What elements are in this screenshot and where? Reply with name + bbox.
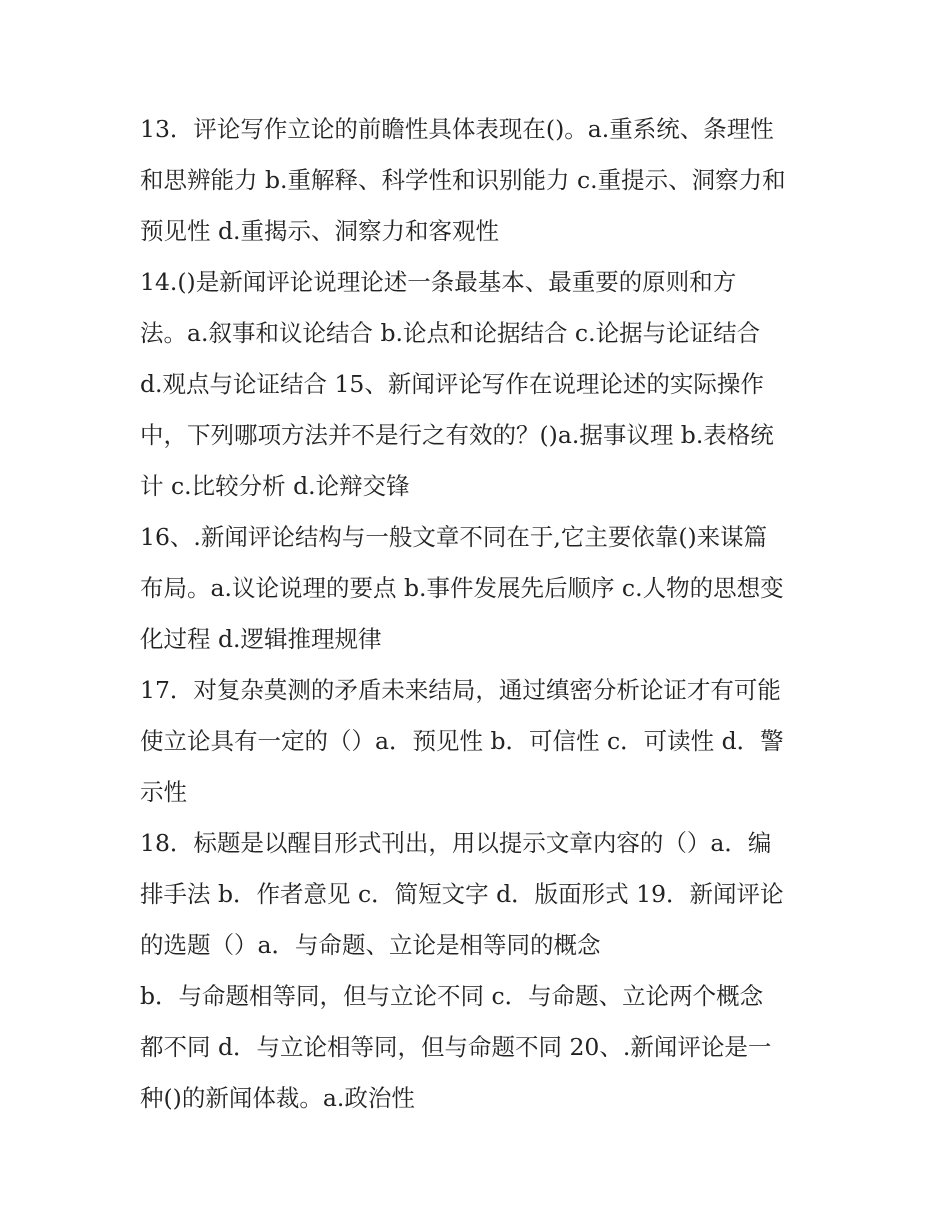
text-line: 预见性 d.重揭示、洞察力和客观性 bbox=[140, 217, 499, 245]
text-line: 14.()是新闻评论说理论述一条最基本、最重要的原则和方 bbox=[140, 268, 737, 296]
paragraph-q16 bbox=[140, 512, 810, 665]
text-line: 16、.新闻评论结构与一般文章不同在于,它主要依靠()来谋篇 bbox=[140, 523, 768, 551]
text-line: 13．评论写作立论的前瞻性具体表现在()。a.重系统、条理性 bbox=[140, 115, 774, 143]
paragraph-q13 bbox=[140, 104, 810, 257]
paragraph-q17 bbox=[140, 665, 810, 818]
text-line: 都不同 d．与立论相等同，但与命题不同 20、.新闻评论是一 bbox=[140, 1033, 772, 1061]
text-line: 17．对复杂莫测的矛盾未来结局，通过缜密分析论证才有可能 bbox=[140, 676, 781, 704]
text-line: 18．标题是以醒目形式刊出，用以提示文章内容的（）a．编 bbox=[140, 829, 772, 857]
paragraph-q19b bbox=[140, 971, 810, 1124]
text-line: 和思辨能力 b.重解释、科学性和识别能力 c.重提示、洞察力和 bbox=[140, 166, 786, 194]
text-line: 法。a.叙事和议论结合 b.论点和论据结合 c.论据与论证结合 bbox=[140, 319, 761, 347]
text-line: 中，下列哪项方法并不是行之有效的？()a.据事议理 b.表格统 bbox=[140, 421, 774, 449]
paragraph-q14 bbox=[140, 257, 810, 512]
text-line: 排手法 b．作者意见 c．简短文字 d．版面形式 19．新闻评论 bbox=[140, 880, 784, 908]
document-body bbox=[140, 104, 810, 1124]
text-line: b．与命题相等同，但与立论不同 c．与命题、立论两个概念 bbox=[140, 982, 764, 1010]
text-line: 示性 bbox=[140, 778, 187, 806]
text-line: 化过程 d.逻辑推理规律 bbox=[140, 625, 382, 653]
text-line: 种()的新闻体裁。a.政治性 bbox=[140, 1084, 415, 1112]
text-line: 布局。a.议论说理的要点 b.事件发展先后顺序 c.人物的思想变 bbox=[140, 574, 784, 602]
text-line: 的选题（）a．与命题、立论是相等同的概念 bbox=[140, 931, 601, 959]
text-line: 计 c.比较分析 d.论辩交锋 bbox=[140, 472, 410, 500]
paragraph-q18 bbox=[140, 818, 810, 971]
text-line: d.观点与论证结合 15、新闻评论写作在说理论述的实际操作 bbox=[140, 370, 764, 398]
text-line: 使立论具有一定的（）a．预见性 b．可信性 c．可读性 d．警 bbox=[140, 727, 784, 755]
